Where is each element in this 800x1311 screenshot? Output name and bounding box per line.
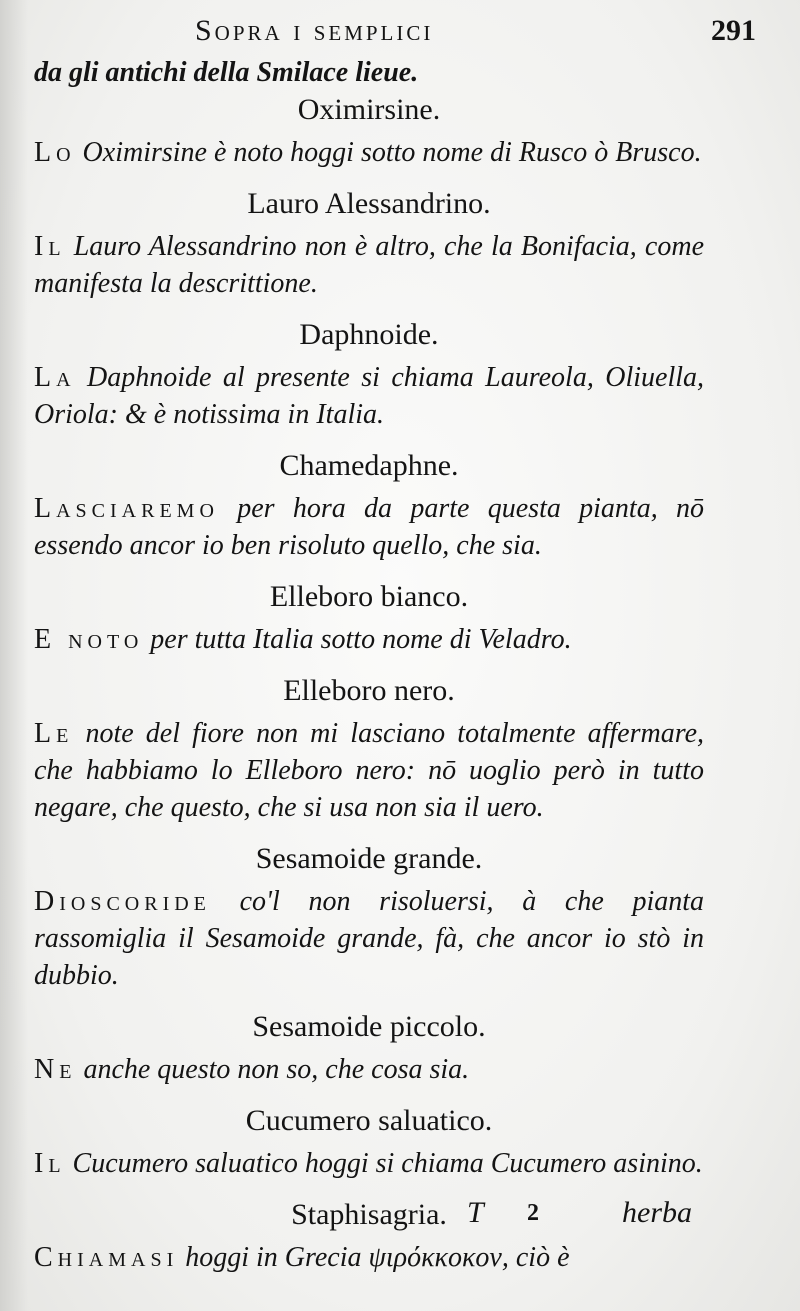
running-head: Sopra i semplici [195,14,434,47]
entry-text: co'l non risoluersi, à che pianta rassomiglia il Sesamoide grande, fà, che ancor io stò in dubbio. [34,886,705,991]
entry-heading: Elleboro nero. [283,674,455,707]
entry-paragraph [34,228,704,302]
entry-text: Daphnoide al presente si chiama Laureola, Oliuella, Oriola: & è notissima in Italia. [34,362,705,430]
entry-heading: Oximirsine. [297,93,441,126]
entry-lead: La [34,362,76,393]
entry-heading: Cucumero saluatico. [245,1104,493,1137]
page-header [0,14,800,54]
entry-paragraph [34,490,704,564]
entry-lead: Lo [34,137,76,168]
entry-text: Lauro Alessandrino non è altro, che la Bonifacia, come manifesta la descrittione. [34,231,704,299]
page-text [34,54,704,1276]
entry-text: hoggi in Grecia ψιρόκκοκον, ciò è [185,1242,570,1273]
signature-number: 2 [527,1200,539,1226]
entry-paragraph [34,1239,704,1276]
entry-paragraph [34,715,704,826]
entry-paragraph [34,359,704,433]
entry-text: Cucumero saluatico hoggi si chiama Cucumero asinino. [72,1148,703,1179]
entry-lead: Chiamasi [34,1242,179,1273]
entry-lead: Lasciaremo [34,493,219,524]
entry-lead: E noto [34,624,144,655]
entry-heading: Chamedaphne. [279,449,459,482]
entry-heading: Daphnoide. [299,318,439,351]
catchword: herba [622,1196,692,1229]
entry-paragraph [34,1145,704,1182]
entry-paragraph [34,134,704,171]
entry-lead: Il [34,1148,66,1179]
entry-paragraph [34,621,704,658]
entry-lead: Le [34,718,74,749]
entry-lead: Il [34,231,66,262]
entry-paragraph [34,883,704,994]
entry-text: per hora da parte questa pianta, nō essendo ancor io ben risoluto quello, che sia. [34,493,704,561]
entry-text: anche questo non so, che cosa sia. [83,1054,470,1085]
entry-heading: Staphisagria. [291,1198,447,1231]
entry-text: Oximirsine è noto hoggi sotto nome di Rusco ò Brusco. [82,137,702,168]
entry-heading: Lauro Alessandrino. [247,187,491,220]
entry-text: per tutta Italia sotto nome di Veladro. [150,624,572,655]
page-number: 291 [711,14,756,47]
signature-mark: T [467,1196,484,1229]
entry-lead: Ne [34,1054,77,1085]
entry-heading: Sesamoide piccolo. [252,1010,486,1043]
opening-line: da gli antichi della Smilace lieue. [34,57,419,88]
entry-heading: Sesamoide grande. [255,842,483,875]
entry-text: note del fiore non mi lasciano totalmente affermare, che habbiamo lo Elleboro nero: nō uoglio però in tutto negare, che questo, che si usa non sia il uero. [34,718,704,823]
page-footer [0,1196,800,1236]
page-gutter-shadow [0,0,28,1311]
entry-heading: Elleboro bianco. [269,580,469,613]
entry-lead: Dioscoride [34,886,211,917]
entry-paragraph [34,1051,704,1088]
